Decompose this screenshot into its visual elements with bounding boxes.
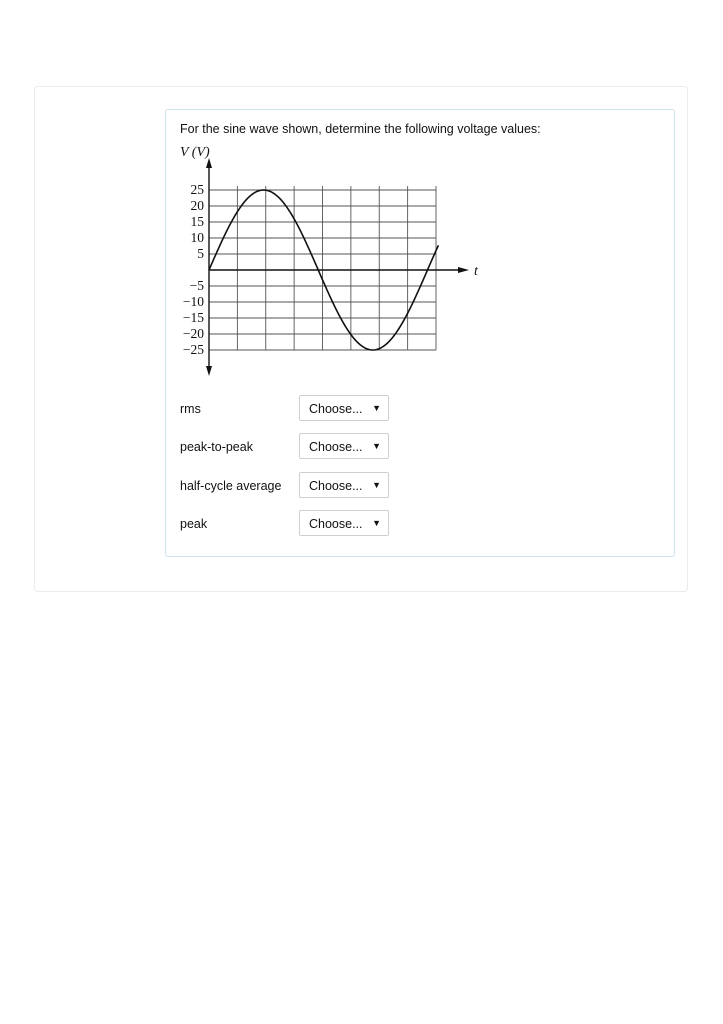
sine-wave-graph — [172, 144, 492, 379]
y-tick-label: 15 — [190, 214, 204, 229]
chart-svg — [172, 144, 492, 379]
row-label-peak-to-peak: peak-to-peak — [180, 440, 253, 454]
peak-select-value: Choose... — [309, 517, 363, 531]
caret-down-icon: ▼ — [372, 403, 381, 413]
y-tick-label: 5 — [197, 246, 204, 261]
answer-row-peak-to-peak — [180, 433, 440, 460]
row-label-peak: peak — [180, 517, 208, 531]
row-label-rms: rms — [180, 402, 201, 416]
y-tick-label: −20 — [182, 326, 204, 341]
y-tick-label: 10 — [190, 230, 204, 245]
t-axis-arrow-icon — [458, 267, 469, 273]
peak-to-peak-select-value: Choose... — [309, 440, 363, 454]
y-tick-label: 25 — [190, 182, 204, 197]
caret-down-icon: ▼ — [372, 441, 381, 451]
answer-row-half-cycle-average — [180, 472, 440, 499]
x-axis-title: t — [474, 264, 478, 279]
half-cycle-average-select[interactable] — [299, 472, 389, 498]
y-tick-label: 20 — [190, 198, 204, 213]
y-tick-label: −25 — [182, 342, 204, 357]
caret-down-icon: ▼ — [372, 480, 381, 490]
question-prompt: For the sine wave shown, determine the following voltage values: — [180, 122, 541, 136]
half-cycle-average-select-value: Choose... — [309, 479, 363, 493]
rms-select[interactable] — [299, 395, 389, 421]
caret-down-icon: ▼ — [372, 518, 381, 528]
y-axis-title: V (V) — [180, 145, 210, 160]
peak-select[interactable] — [299, 510, 389, 536]
row-label-half-cycle-average: half-cycle average — [180, 479, 282, 493]
y-tick-label: −5 — [189, 278, 204, 293]
rms-select-value: Choose... — [309, 402, 363, 416]
y-axis-arrow-down-icon — [206, 366, 212, 376]
answer-row-rms — [180, 395, 440, 422]
question-box — [165, 109, 675, 557]
y-tick-label: −15 — [182, 310, 204, 325]
peak-to-peak-select[interactable] — [299, 433, 389, 459]
answer-row-peak — [180, 510, 440, 537]
y-tick-label: −10 — [182, 294, 204, 309]
